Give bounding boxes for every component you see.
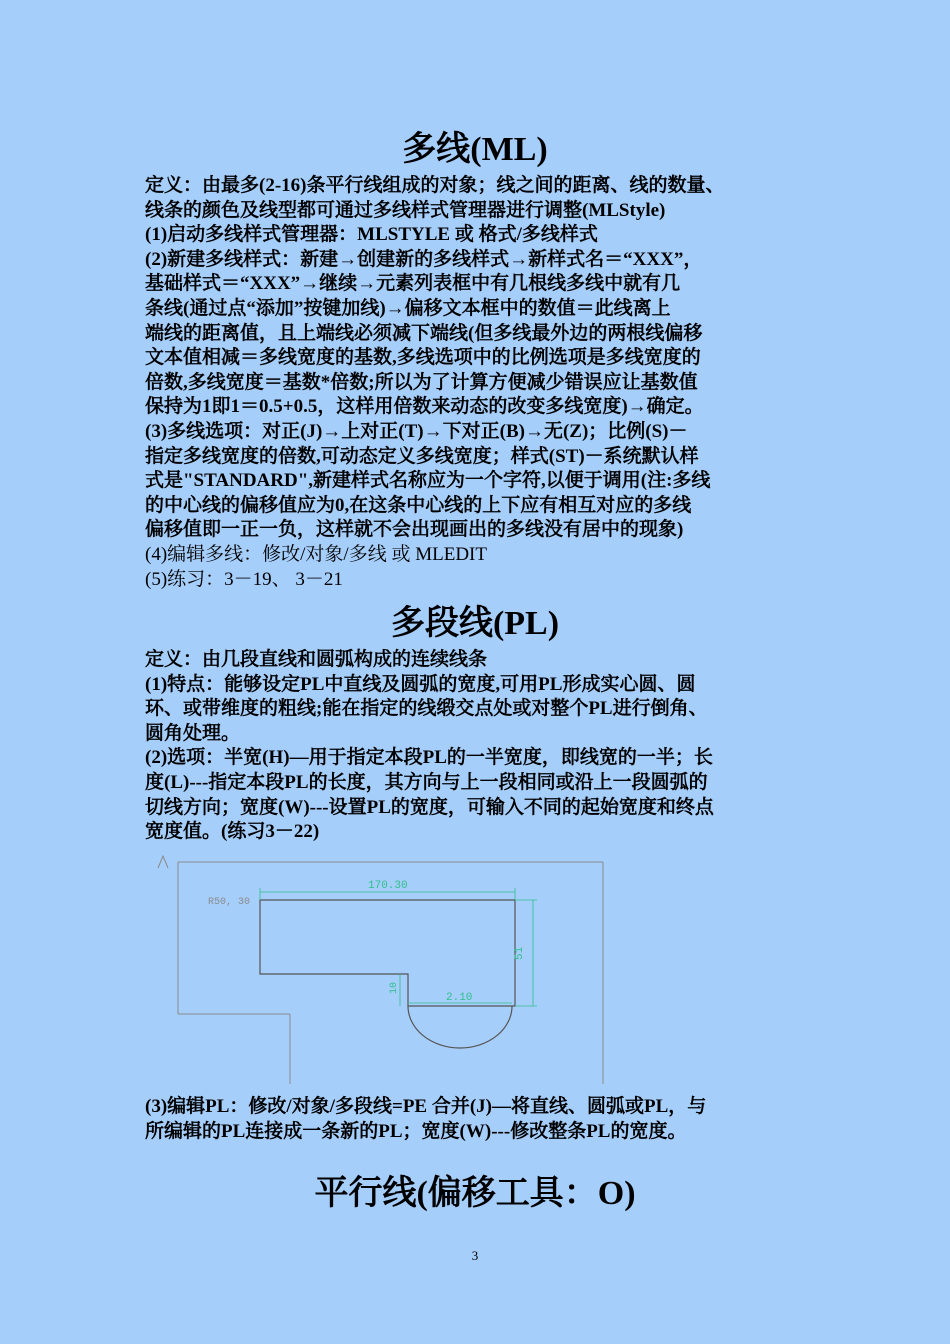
- ml-line-17: (5)练习：3－19、 3－21: [145, 568, 343, 590]
- ml-line-3: (1)启动多线样式管理器：MLSTYLE 或 格式/多线样式: [145, 224, 598, 246]
- polyline-arc: [408, 1006, 512, 1048]
- ml-line-11: (3)多线选项：对正(J)→上对正(T)→下对正(B)→无(Z)；比例(S)－: [145, 420, 688, 442]
- pl-line-6: 度(L)---指定本段PL的长度，其方向与上一段相同或沿上一段圆弧的: [145, 771, 708, 793]
- pl-line-3: 环、或带维度的粗线;能在指定的线缎交点处或对整个PL进行倒角、: [145, 698, 708, 720]
- page-number: 3: [471, 1248, 479, 1263]
- section-title-ml: 多线(ML): [402, 131, 548, 168]
- ml-line-7: 端线的距离值，且上端线必须减下端线(但多线最外边的两根线偏移: [145, 322, 703, 344]
- coord-label: R50, 30: [208, 897, 251, 908]
- pl-line-8: 宽度值。(练习3－22): [145, 821, 320, 843]
- pl-body: [145, 648, 825, 845]
- axis-arrow-icon: [158, 856, 168, 868]
- pl-line-5: (2)选项：半宽(H)—用于指定本段PL的一半宽度，即线宽的一半；长: [145, 747, 713, 769]
- ml-line-9: 倍数,多线宽度＝基数*倍数;所以为了计算方便减少错误应让基数值: [145, 371, 698, 393]
- pl-line-2: (1)特点：能够设定PL中直线及圆弧的宽度,可用PL形成实心圆、圆: [145, 673, 696, 695]
- dim-text-bottom: 2.10: [446, 992, 473, 1004]
- section-title-pl: 多段线(PL): [390, 605, 560, 642]
- dim-text-right: 51: [514, 946, 526, 960]
- dim-text-left-small: 10: [389, 981, 400, 994]
- dim-text-top: 170.30: [368, 880, 408, 892]
- pl-edit-body: [145, 1095, 825, 1144]
- ml-line-15: 偏移值即一正一负，这样就不会出现画出的多线没有居中的现象): [145, 519, 684, 541]
- pl-line-4: 圆角处理。: [145, 722, 241, 744]
- polyline-drawing: [150, 848, 610, 1088]
- pl-edit-line-2: 所编辑的PL连接成一条新的PL；宽度(W)---修改整条PL的宽度。: [145, 1120, 687, 1142]
- ml-line-14: 的中心线的偏移值应为0,在这条中心线的上下应有相互对应的多线: [145, 494, 692, 516]
- ml-line-1: 定义：由最多(2-16)条平行线组成的对象；线之间的距离、线的数量、: [145, 175, 725, 196]
- ml-line-8: 文本值相减＝多线宽度的基数,多线选项中的比例选项是多线宽度的: [145, 347, 701, 369]
- ml-line-10: 保持为1即1＝0.5+0.5，这样用倍数来动态的改变多线宽度)→确定。: [145, 396, 704, 418]
- ml-line-5: 基础样式＝“XXX”→继续→元素列表框中有几根线多线中就有几: [145, 273, 681, 295]
- ml-line-2: 线条的颜色及线型都可通过多线样式管理器进行调整(MLStyle): [145, 199, 666, 221]
- polyline-outline: [260, 900, 515, 1006]
- pl-edit-line-1: (3)编辑PL：修改/对象/多段线=PE 合并(J)—将直线、圆弧或PL，与: [145, 1096, 707, 1117]
- ml-line-16: (4)编辑多线：修改/对象/多线 或 MLEDIT: [145, 543, 487, 565]
- ml-line-12: 指定多线宽度的倍数,可动态定义多线宽度；样式(ST)－系统默认样: [145, 445, 699, 467]
- pl-line-1: 定义：由几段直线和圆弧构成的连续线条: [145, 649, 488, 670]
- ml-body: [145, 174, 825, 592]
- ml-line-13: 式是"STANDARD",新建样式名称应为一个字符,以便于调用(注:多线: [145, 470, 711, 492]
- pl-line-7: 切线方向；宽度(W)---设置PL的宽度，可输入不同的起始宽度和终点: [145, 796, 714, 818]
- ml-line-6: 条线(通过点“添加”按键加线)→偏移文本框中的数值＝此线离上: [145, 297, 671, 319]
- ml-line-4: (2)新建多线样式：新建→创建新的多线样式→新样式名＝“XXX”，: [145, 248, 703, 270]
- section-title-offset: 平行线(偏移工具：O): [314, 1175, 636, 1212]
- polyline-figure: [150, 848, 610, 1088]
